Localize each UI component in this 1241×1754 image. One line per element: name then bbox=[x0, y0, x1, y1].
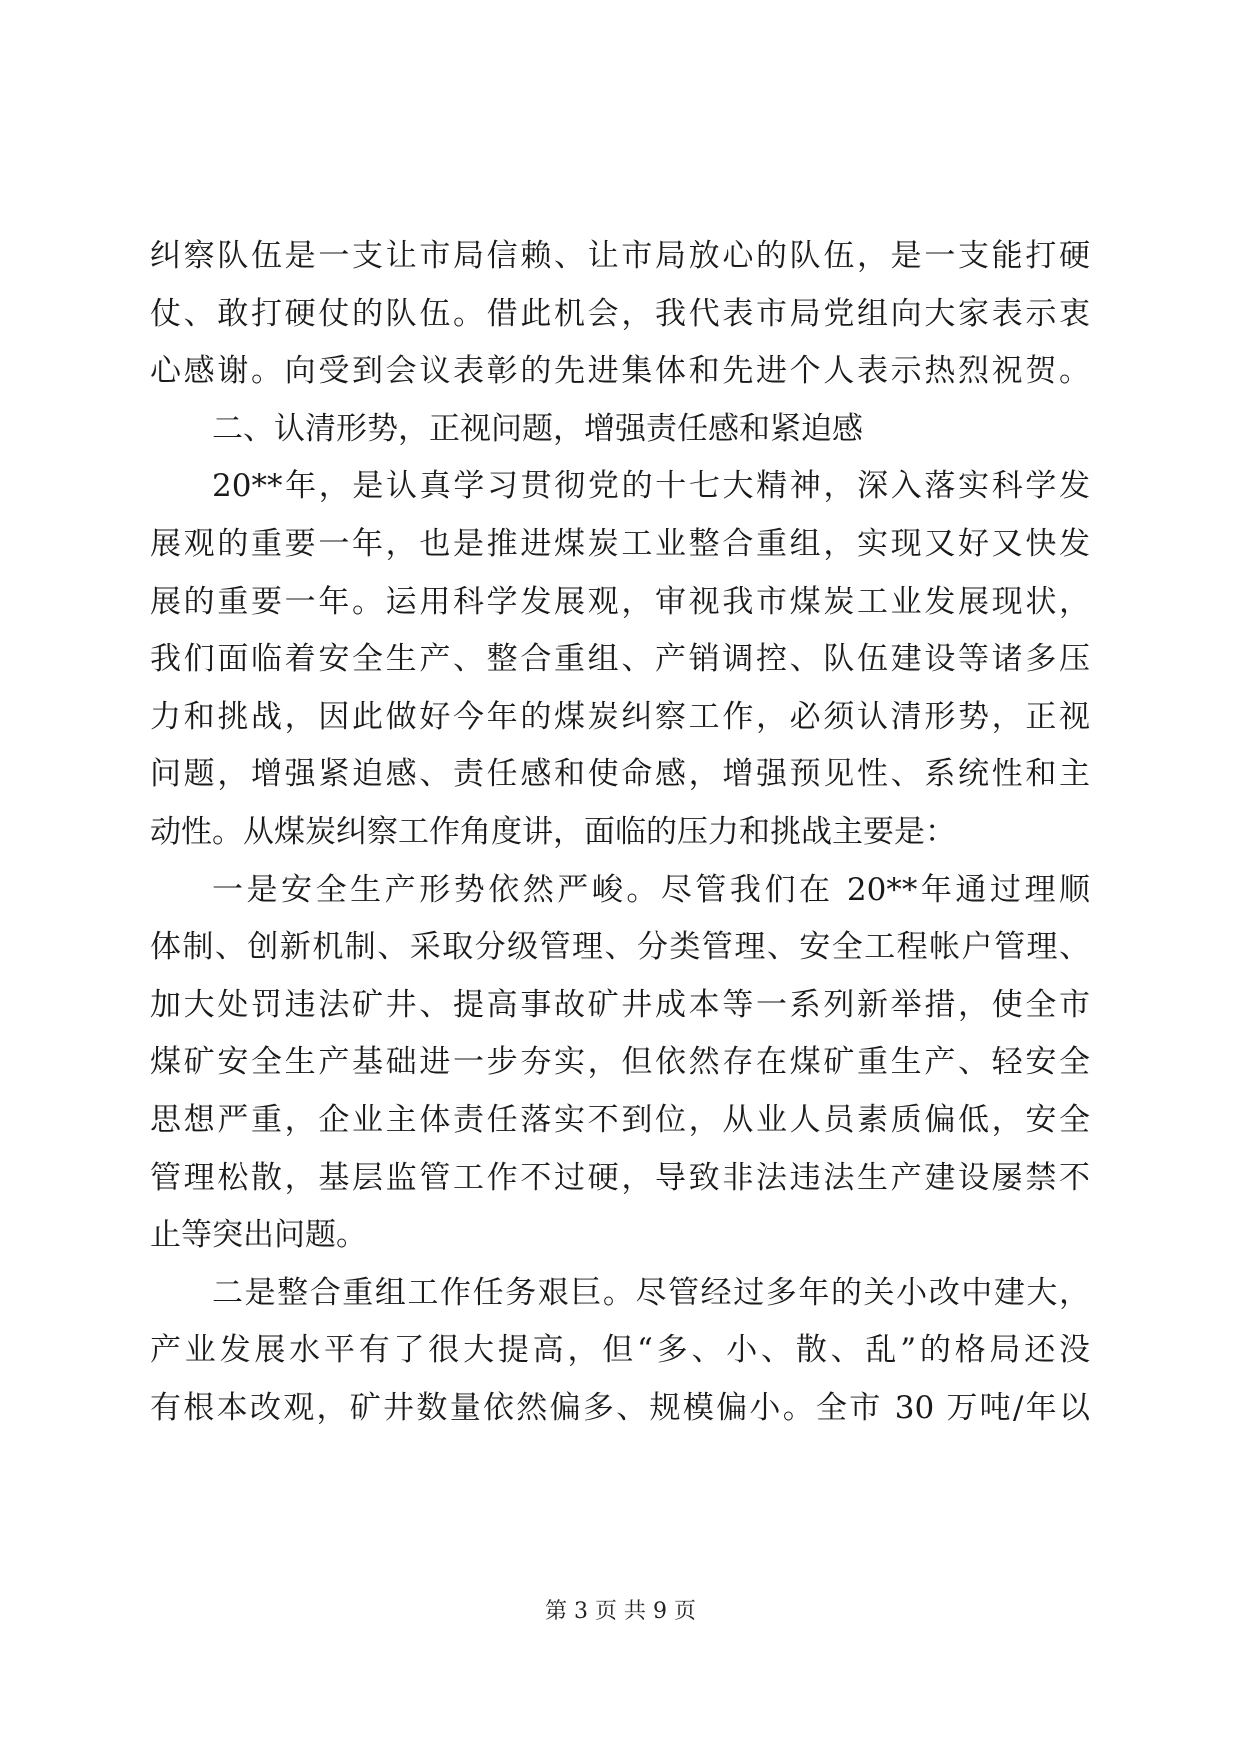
text-line: 心感谢。向受到会议表彰的先进集体和先进个人表示热烈祝贺。 bbox=[150, 353, 1090, 390]
body-text bbox=[150, 228, 1090, 1437]
text-line: 展的重要一年。运用科学发展观，审视我市煤炭工业发展现状， bbox=[150, 583, 1090, 620]
text-line: 加大处罚违法矿井、提高事故矿井成本等一系列新举措，使全市 bbox=[150, 986, 1090, 1023]
text-line: 展观的重要一年，也是推进煤炭工业整合重组，实现又好又快发 bbox=[150, 525, 1090, 562]
text-line: 止等突出问题。 bbox=[150, 1217, 367, 1254]
text-line: 20**年，是认真学习贯彻党的十七大精神，深入落实科学发 bbox=[212, 468, 1090, 505]
text-line: 力和挑战，因此做好今年的煤炭纠察工作，必须认清形势，正视 bbox=[150, 698, 1090, 735]
text-line: 产业发展水平有了很大提高，但“多、小、散、乱”的格局还没 bbox=[150, 1332, 1090, 1369]
text-line: 仗、敢打硬仗的队伍。借此机会，我代表市局党组向大家表示衷 bbox=[150, 295, 1090, 332]
text-line: 二、认清形势，正视问题，增强责任感和紧迫感 bbox=[212, 410, 863, 447]
text-line: 思想严重，企业主体责任落实不到位，从业人员素质偏低，安全 bbox=[150, 1101, 1090, 1138]
text-line: 问题，增强紧迫感、责任感和使命感，增强预见性、系统性和主 bbox=[150, 756, 1090, 793]
text-line: 纠察队伍是一支让市局信赖、让市局放心的队伍，是一支能打硬 bbox=[150, 238, 1090, 274]
text-line: 煤矿安全生产基础进一步夯实，但依然存在煤矿重生产、轻安全 bbox=[150, 1044, 1090, 1081]
text-line: 二是整合重组工作任务艰巨。尽管经过多年的关小改中建大， bbox=[212, 1274, 1090, 1311]
page-footer: 第 3 页 共 9 页 bbox=[545, 1599, 696, 1624]
text-line: 体制、创新机制、采取分级管理、分类管理、安全工程帐户管理、 bbox=[150, 929, 1090, 966]
text-line: 有根本改观，矿井数量依然偏多、规模偏小。全市 30 万吨/年以 bbox=[150, 1389, 1090, 1426]
text-line: 一是安全生产形势依然严峻。尽管我们在 20**年通过理顺 bbox=[212, 871, 1090, 908]
text-line: 我们面临着安全生产、整合重组、产销调控、队伍建设等诸多压 bbox=[150, 641, 1090, 678]
text-line: 管理松散，基层监管工作不过硬，导致非法违法生产建设屡禁不 bbox=[150, 1159, 1090, 1196]
text-line: 动性。从煤炭纠察工作角度讲，面临的压力和挑战主要是： bbox=[150, 813, 956, 850]
